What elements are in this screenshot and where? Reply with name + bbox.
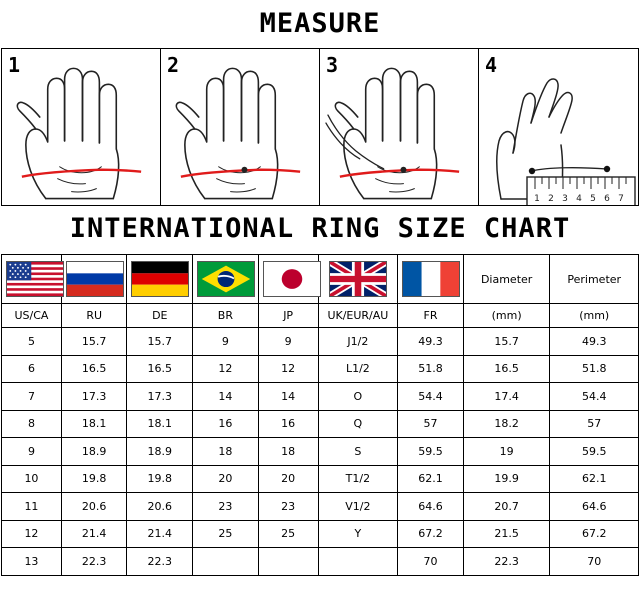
cell-br: 20 [193,465,259,493]
cell-fr: 59.5 [398,438,464,466]
measure-step-3 [320,49,479,205]
cell-uk: Q [318,410,398,438]
cell-br: 18 [193,438,259,466]
col-label-fr: FR [398,304,464,328]
step-number: 2 [167,53,180,77]
col-label-perimeter-mm: (mm) [550,304,639,328]
hand-illustration-icon [2,49,160,205]
cell-de: 18.9 [127,438,193,466]
cell-perimeter: 70 [550,548,639,576]
measure-heading: MEASURE [259,8,381,39]
cell-uk [318,548,398,576]
svg-text:4: 4 [576,194,582,204]
cell-ru: 22.3 [61,548,127,576]
hand-illustration-icon [161,49,319,205]
svg-text:6: 6 [604,194,610,204]
cell-us: 8 [2,410,62,438]
chart-heading: INTERNATIONAL RING SIZE CHART [69,213,571,244]
cell-ru: 18.1 [61,410,127,438]
svg-text:3: 3 [562,194,568,204]
cell-ru: 16.5 [61,355,127,383]
flag-cell-russia [61,255,127,304]
cell-uk: L1/2 [318,355,398,383]
cell-fr: 67.2 [398,520,464,548]
cell-us: 13 [2,548,62,576]
cell-ru: 17.3 [61,383,127,411]
svg-text:1: 1 [534,194,540,204]
cell-jp: 9 [258,328,318,356]
ruler-illustration-icon [479,49,638,205]
cell-jp: 16 [258,410,318,438]
cell-perimeter: 49.3 [550,328,639,356]
flag-cell-france [398,255,464,304]
col-label-br: BR [193,304,259,328]
cell-de: 17.3 [127,383,193,411]
cell-perimeter: 51.8 [550,355,639,383]
cell-perimeter: 67.2 [550,520,639,548]
cell-de: 18.1 [127,410,193,438]
step-number: 4 [485,53,498,77]
cell-de: 19.8 [127,465,193,493]
cell-perimeter: 57 [550,410,639,438]
table-row [2,520,639,548]
cell-us: 6 [2,355,62,383]
cell-jp: 23 [258,493,318,521]
col-label-uk-eur-au: UK/EUR/AU [318,304,398,328]
cell-jp: 14 [258,383,318,411]
cell-diameter: 17.4 [463,383,550,411]
flag-uk-icon [329,261,387,297]
cell-ru: 18.9 [61,438,127,466]
header-perimeter: Perimeter [550,255,639,304]
cell-jp: 20 [258,465,318,493]
cell-br: 9 [193,328,259,356]
cell-fr: 62.1 [398,465,464,493]
col-label-us-ca: US/CA [2,304,62,328]
header-diameter: Diameter [463,255,550,304]
flag-cell-japan [258,255,318,304]
table-row [2,410,639,438]
flag-japan-icon [263,261,321,297]
flag-france-icon [402,261,460,297]
step-number: 3 [326,53,339,77]
cell-ru: 19.8 [61,465,127,493]
col-label-diameter-mm: (mm) [463,304,550,328]
cell-de: 21.4 [127,520,193,548]
measure-step-4 [479,49,638,205]
cell-uk: J1/2 [318,328,398,356]
table-row [2,465,639,493]
cell-diameter: 18.2 [463,410,550,438]
cell-diameter: 19 [463,438,550,466]
column-label-row [2,304,639,328]
col-label-ru: RU [61,304,127,328]
cell-us: 7 [2,383,62,411]
cell-br: 16 [193,410,259,438]
cell-jp: 12 [258,355,318,383]
flag-brazil-icon [197,261,255,297]
cell-de: 20.6 [127,493,193,521]
cell-fr: 49.3 [398,328,464,356]
cell-us: 5 [2,328,62,356]
step-number: 1 [8,53,21,77]
table-row [2,438,639,466]
measure-illustration-strip [1,48,639,206]
measure-step-2 [161,49,320,205]
cell-fr: 57 [398,410,464,438]
cell-ru: 15.7 [61,328,127,356]
cell-br: 25 [193,520,259,548]
cell-perimeter: 62.1 [550,465,639,493]
measure-step-1 [2,49,161,205]
flag-cell-usa [2,255,62,304]
cell-perimeter: 64.6 [550,493,639,521]
cell-diameter: 21.5 [463,520,550,548]
flag-header-row [2,255,639,304]
cell-jp [258,548,318,576]
svg-text:7: 7 [618,194,624,204]
cell-diameter: 19.9 [463,465,550,493]
cell-br [193,548,259,576]
cell-diameter: 20.7 [463,493,550,521]
cell-jp: 25 [258,520,318,548]
svg-text:5: 5 [590,194,596,204]
cell-fr: 70 [398,548,464,576]
table-row [2,355,639,383]
cell-fr: 54.4 [398,383,464,411]
cell-fr: 51.8 [398,355,464,383]
cell-de: 22.3 [127,548,193,576]
cell-br: 14 [193,383,259,411]
cell-uk: T1/2 [318,465,398,493]
flag-cell-uk [318,255,398,304]
cell-de: 15.7 [127,328,193,356]
cell-ru: 21.4 [61,520,127,548]
cell-ru: 20.6 [61,493,127,521]
flag-russia-icon [66,261,124,297]
col-label-de: DE [127,304,193,328]
cell-uk: O [318,383,398,411]
cell-diameter: 22.3 [463,548,550,576]
cell-diameter: 15.7 [463,328,550,356]
size-chart-table-wrap [1,254,639,576]
flag-germany-icon [131,261,189,297]
cell-perimeter: 59.5 [550,438,639,466]
cell-br: 23 [193,493,259,521]
svg-text:2: 2 [548,194,554,204]
cell-uk: Y [318,520,398,548]
cell-us: 10 [2,465,62,493]
hand-removing-string-icon [320,49,478,205]
cell-uk: V1/2 [318,493,398,521]
col-label-jp: JP [258,304,318,328]
cell-perimeter: 54.4 [550,383,639,411]
cell-fr: 64.6 [398,493,464,521]
cell-diameter: 16.5 [463,355,550,383]
table-row [2,383,639,411]
international-ring-size-table [1,254,639,576]
table-row [2,328,639,356]
table-row [2,548,639,576]
cell-de: 16.5 [127,355,193,383]
cell-br: 12 [193,355,259,383]
cell-us: 11 [2,493,62,521]
cell-uk: S [318,438,398,466]
cell-jp: 18 [258,438,318,466]
flag-usa-icon [6,261,64,297]
flag-cell-germany [127,255,193,304]
flag-cell-brazil [193,255,259,304]
cell-us: 9 [2,438,62,466]
table-row [2,493,639,521]
cell-us: 12 [2,520,62,548]
